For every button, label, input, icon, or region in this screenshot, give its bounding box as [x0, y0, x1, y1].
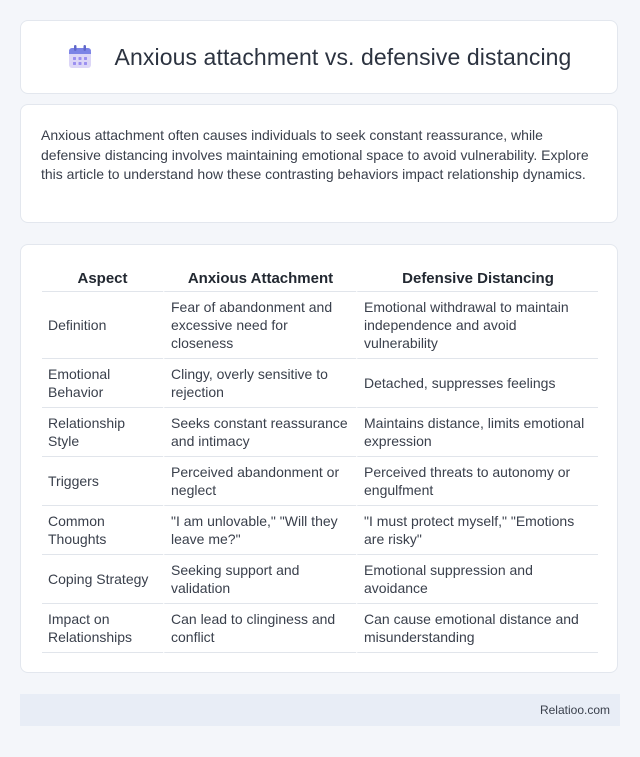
- footer-brand: Relatioo.com: [539, 703, 610, 717]
- column-header: Anxious Attachment: [163, 267, 356, 292]
- intro-text: Anxious attachment often causes individuals to seek constant reassurance, while defensive distancing involves maintaining emotional space to avoid vulnerability. Explore this article to understand how these contrasting behaviors impact relationship dynamics.: [41, 127, 589, 182]
- column-header: Aspect: [42, 267, 163, 292]
- table-row: [42, 457, 598, 506]
- distancing-cell: Detached, suppresses feelings: [356, 359, 598, 408]
- anxious-cell: Perceived abandonment or neglect: [163, 457, 356, 506]
- comparison-table: [42, 267, 598, 653]
- intro-card: [20, 104, 618, 223]
- table-row: [42, 604, 598, 653]
- distancing-cell: "I must protect myself," "Emotions are risky": [356, 506, 598, 555]
- table-row: [42, 359, 598, 408]
- comparison-card: [20, 244, 618, 673]
- footer: [20, 694, 620, 726]
- anxious-cell: "I am unlovable," "Will they leave me?": [163, 506, 356, 555]
- aspect-cell: Relationship Style: [42, 408, 163, 457]
- column-header: Defensive Distancing: [356, 267, 598, 292]
- title-card: [20, 20, 618, 94]
- anxious-cell: Clingy, overly sensitive to rejection: [163, 359, 356, 408]
- table-row: [42, 408, 598, 457]
- distancing-cell: Perceived threats to autonomy or engulfment: [356, 457, 598, 506]
- table-row: [42, 555, 598, 604]
- anxious-cell: Seeks constant reassurance and intimacy: [163, 408, 356, 457]
- page-title: Anxious attachment vs. defensive distancing: [114, 43, 572, 70]
- anxious-cell: Fear of abandonment and excessive need for closeness: [163, 292, 356, 359]
- anxious-cell: Seeking support and validation: [163, 555, 356, 604]
- aspect-cell: Coping Strategy: [42, 555, 163, 604]
- aspect-cell: Emotional Behavior: [42, 359, 163, 408]
- distancing-cell: Maintains distance, limits emotional expression: [356, 408, 598, 457]
- table-header-row: [42, 267, 598, 292]
- aspect-cell: Definition: [42, 292, 163, 359]
- table-row: [42, 292, 598, 359]
- distancing-cell: Can cause emotional distance and misunderstanding: [356, 604, 598, 653]
- aspect-cell: Common Thoughts: [42, 506, 163, 555]
- anxious-cell: Can lead to clinginess and conflict: [163, 604, 356, 653]
- table-row: [42, 506, 598, 555]
- aspect-cell: Impact on Relationships: [42, 604, 163, 653]
- calendar-icon: [67, 44, 93, 70]
- aspect-cell: Triggers: [42, 457, 163, 506]
- distancing-cell: Emotional withdrawal to maintain independence and avoid vulnerability: [356, 292, 598, 359]
- distancing-cell: Emotional suppression and avoidance: [356, 555, 598, 604]
